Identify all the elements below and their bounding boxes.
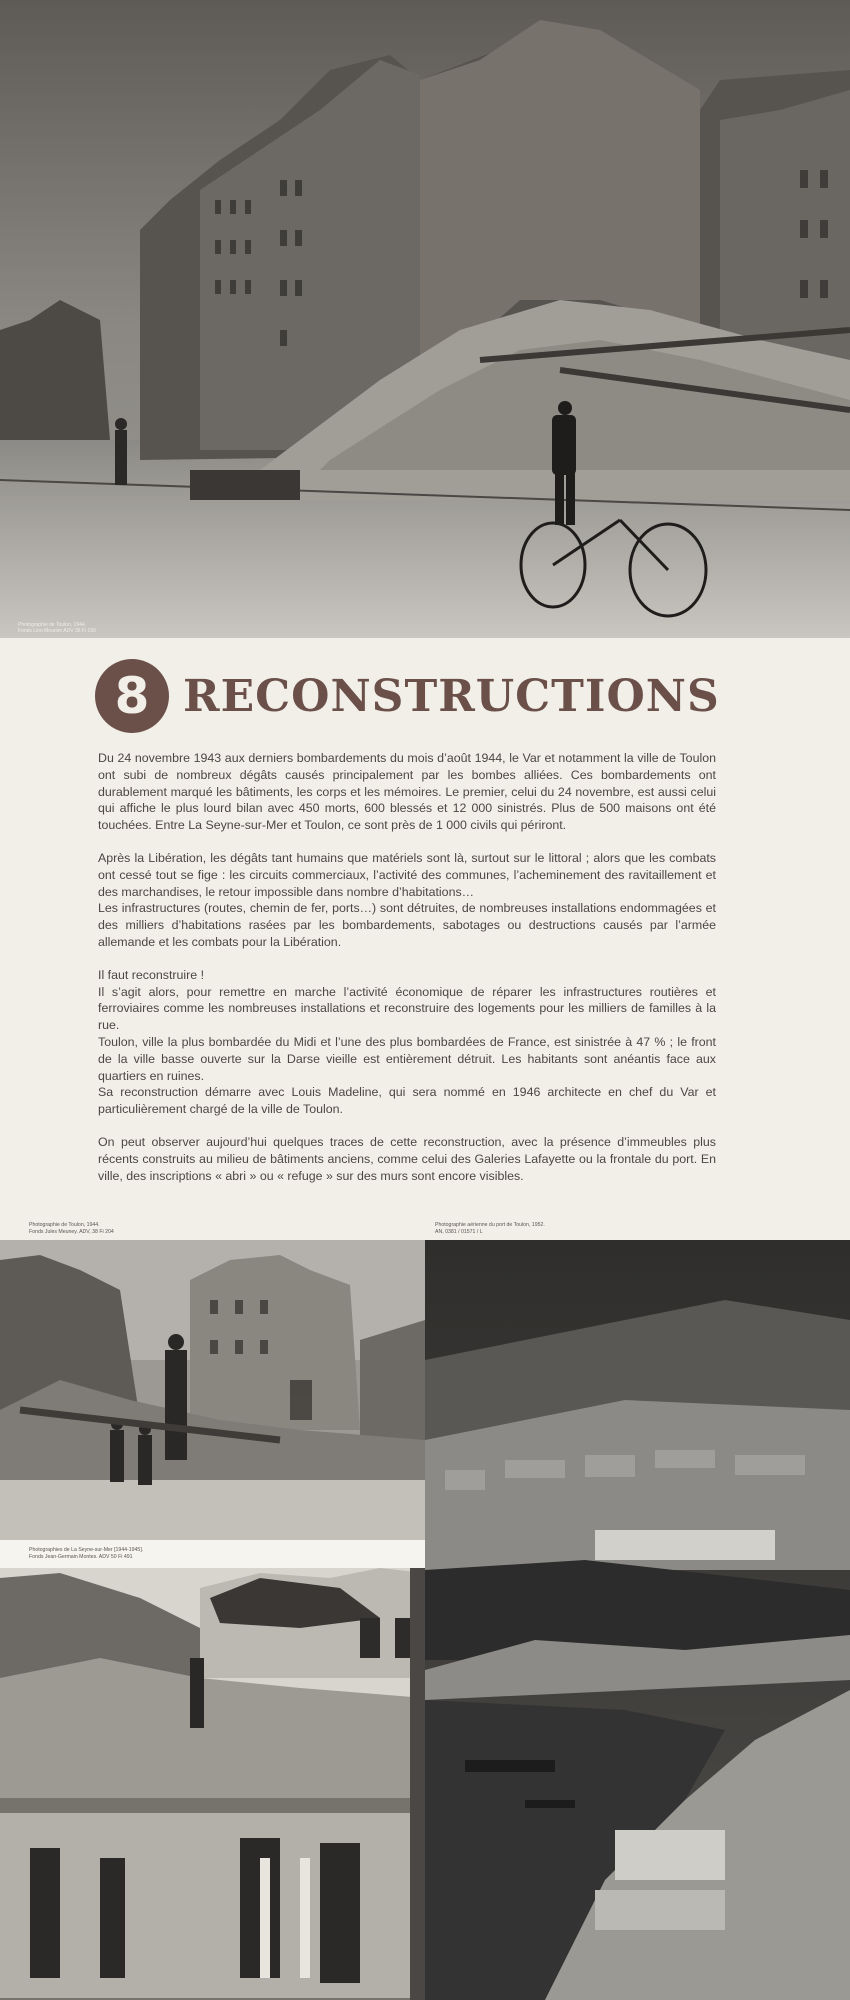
paragraph-line: Il faut reconstruire ! <box>98 967 205 982</box>
paragraph-line: On peut observer aujourd’hui quelques traces de cette reconstruction, avec la présence d’immeubles plus récents construits au milieu de bâtiments anciens, comme celui des Galeries Lafayette ou la frontale du port. En ville, des inscriptions « abri » ou « refuge » sur des murs sont encore visibles. <box>98 1134 716 1183</box>
paragraph-liberation <box>98 850 716 951</box>
paragraph-line: Toulon, ville la plus bombardée du Midi et l’une des plus bombardées de France, est sinistrée à 47 % ; le front de la ville basse ouverte sur la Darse vieille est entièrement détruit. Les habitants sont anéantis face aux quartiers en ruines. <box>98 1034 716 1083</box>
hero-photo <box>0 0 850 638</box>
photo-caption-port-aerial <box>435 1222 545 1235</box>
paragraph-line: Les infrastructures (routes, chemin de fer, ports…) sont détruites, de nombreuses installations endommagées et des milliers d’habitations rasées par les bombardements, sabotages ou destructions causés par l’armée allemande et les combats pour la Libération. <box>98 901 716 949</box>
photo-toulon-1944 <box>0 1240 425 1540</box>
paragraph-line: Il s’agit alors, pour remettre en marche l’activité économique de réparer les infrastructures routières et ferroviaires comme les nombreuses installations et reconstruire des logements pour les milliers de familles à la rue. <box>98 984 716 1033</box>
aerial-port-toulon-image <box>425 1240 850 2000</box>
paragraph-line: Après la Libération, les dégâts tant humains que matériels sont là, surtout sur le littoral ; alors que les combats ont cessé tout se fige : les circuits commerciaux, l’activité des communes, l’acheminement des ravitaillement et des marchandises, le retour impossible dans nombre d’habitations… <box>98 850 716 899</box>
photo-port-aerial <box>425 1240 850 2000</box>
body-text <box>98 750 716 1200</box>
paragraph-line: Sa reconstruction démarre avec Louis Madeline, qui sera nommé en 1946 architecte en chef du Var et particulièrement chargé de la ville de Toulon. <box>98 1085 716 1117</box>
hero-photo-caption <box>18 622 96 634</box>
caption-line: Photographie aérienne du port de Toulon, 1952. <box>435 1222 545 1228</box>
page-title: RECONSTRUCTIONS <box>183 670 720 722</box>
caption-band <box>0 1540 425 1568</box>
caption-line: Fonds Jules Meuney. ADV, 38 Fi 204 <box>29 1228 114 1235</box>
paragraph-line: Du 24 novembre 1943 aux derniers bombardements du mois d’août 1944, le Var et notamment la ville de Toulon ont subi de nombreux dégâts causés principalement par les bombes alliées. Ces bombardements ont durablement marqué les bâtiments, les corps et les mémoires. Le premier, celui du 24 novembre, est aussi celui qui affiche le plus lourd bilan avec 450 morts, 600 blessés et 12 000 sinistrés. Plus de 500 maisons ont été touchées. Entre La Seyne-sur-Mer et Toulon, ce sont près de 1 000 civils qui périront. <box>98 751 716 833</box>
photo-caption-seyne <box>29 1547 143 1560</box>
caption-line: AN, 0381 / 01571 / L <box>435 1228 483 1235</box>
paragraph-traces <box>98 1134 716 1184</box>
photo-seyne <box>0 1568 425 2000</box>
caption-line: Photographie de Toulon, 1944. <box>29 1222 100 1228</box>
caption-line: Fonds Jean-Germain Montes. ADV 50 Fi 491 <box>29 1553 133 1560</box>
panel-number-badge: 8 <box>95 659 169 733</box>
damaged-houses-seyne-image <box>0 1568 425 2000</box>
paragraph-reconstruction <box>98 967 716 1118</box>
hero-caption-line-1: Photographie de Toulon, 1944. <box>18 622 87 628</box>
panel-header <box>95 658 720 734</box>
hero-caption-line-2: Fonds Lino Meunier ADV 36 Fi 190 <box>18 628 96 634</box>
photo-caption-toulon-1944 <box>29 1222 114 1235</box>
ruined-street-toulon-image <box>0 1240 425 1540</box>
ruined-street-image <box>0 0 850 638</box>
boy-with-bicycle <box>552 401 576 525</box>
paragraph-bombing <box>98 750 716 834</box>
caption-line: Photographies de La Seyne-sur-Mer [1944-1945]. <box>29 1547 144 1553</box>
